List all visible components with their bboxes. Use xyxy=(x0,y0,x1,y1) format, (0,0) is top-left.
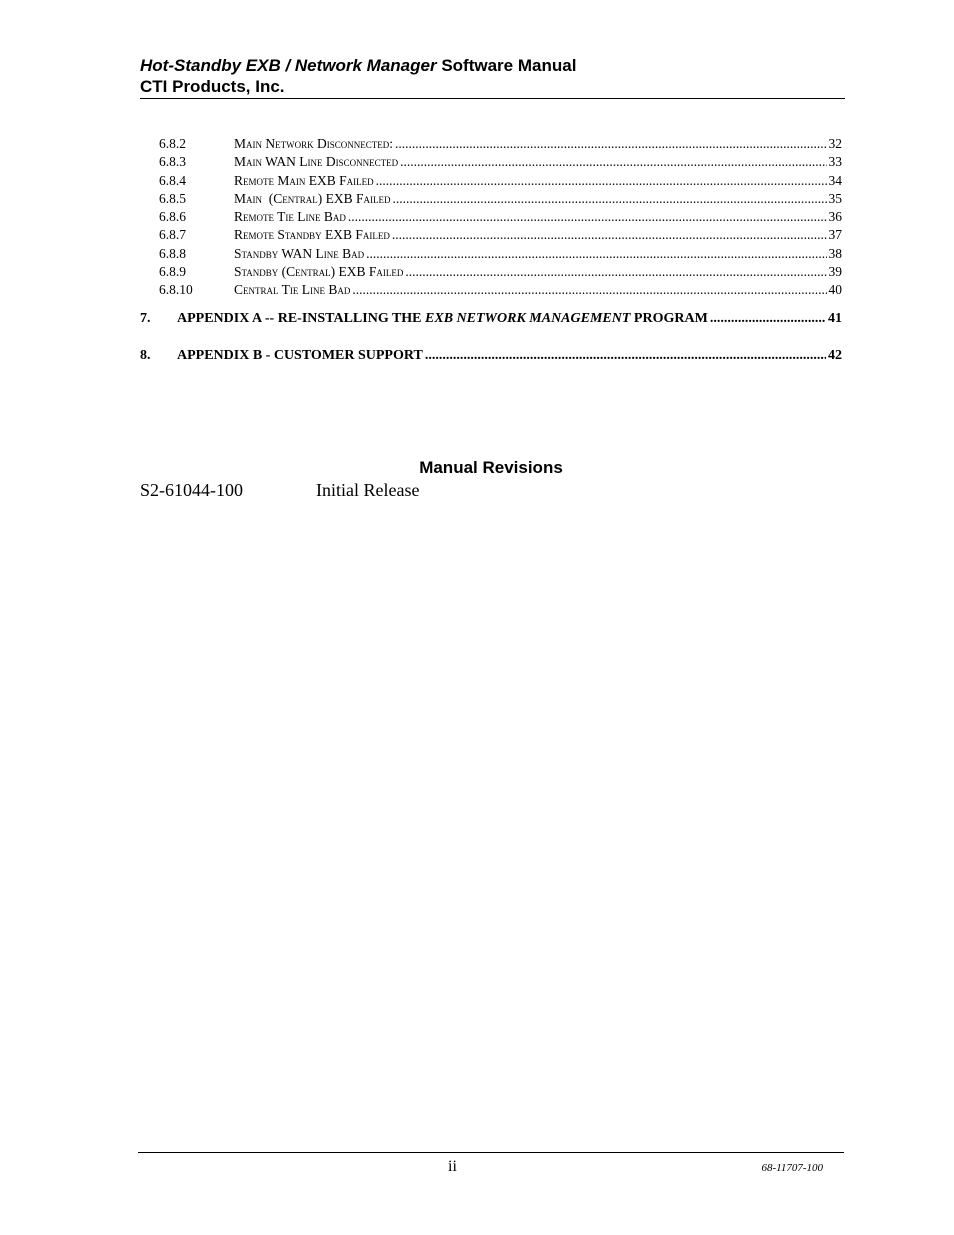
toc-entry-6-8-10[interactable] xyxy=(140,282,842,300)
toc-entry-title: APPENDIX A -- RE-INSTALLING THE EXB NETWORK MANAGEMENT PROGRAM xyxy=(177,310,708,326)
toc-entry-6-8-6[interactable] xyxy=(140,209,842,227)
toc-entry-number: 6.8.10 xyxy=(159,282,193,298)
toc-entry-title: APPENDIX B - CUSTOMER SUPPORT xyxy=(177,347,423,363)
toc-entry-number: 6.8.6 xyxy=(159,209,186,225)
toc-entry-number: 6.8.4 xyxy=(159,172,186,188)
toc-entry-number: 7. xyxy=(140,310,151,326)
toc-entry-appendix-a[interactable] xyxy=(140,311,842,329)
toc-entry-6-8-8[interactable] xyxy=(140,246,842,264)
toc-entry-page: 32 xyxy=(828,136,842,151)
toc-entry-title: Standby WAN Line Bad xyxy=(234,245,365,261)
toc-entry-number: 6.8.5 xyxy=(159,190,186,206)
toc-entry-number: 6.8.7 xyxy=(159,227,186,243)
toc-entry-title: Main WAN Line Disconnected xyxy=(234,154,399,170)
toc-entry-title: Central Tie Line Bad xyxy=(234,282,351,298)
toc-entry-page: 35 xyxy=(828,190,842,206)
table-of-contents xyxy=(140,136,842,366)
toc-dot-leader xyxy=(352,282,826,298)
toc-entry-number: 6.8.3 xyxy=(159,154,186,170)
page-number: ii xyxy=(448,1158,457,1175)
toc-entry-page: 42 xyxy=(828,347,842,363)
toc-entry-6-8-7[interactable] xyxy=(140,227,842,245)
company-name: CTI Products, Inc. xyxy=(140,77,285,96)
toc-entry-title: Remote Tie Line Bad xyxy=(234,209,346,225)
toc-entry-title: Remote Main EXB Failed xyxy=(234,172,374,188)
toc-dot-leader xyxy=(710,311,826,327)
revision-doc-number: S2-61044-100 xyxy=(140,480,243,500)
toc-dot-leader xyxy=(392,227,827,243)
toc-entry-page: 39 xyxy=(828,264,842,280)
toc-entry-page: 40 xyxy=(828,282,842,298)
toc-entry-title: Main (Central) EXB Failed xyxy=(234,190,391,206)
page-header xyxy=(140,55,845,99)
toc-entry-6-8-9[interactable] xyxy=(140,264,842,282)
toc-entry-page: 37 xyxy=(828,227,842,243)
toc-dot-leader xyxy=(405,264,826,280)
toc-entry-title: Standby (Central) EXB Failed xyxy=(234,264,404,280)
toc-entry-6-8-2[interactable] xyxy=(140,136,842,154)
toc-entry-page: 41 xyxy=(828,310,842,326)
revision-row xyxy=(140,480,419,501)
toc-entry-number: 6.8.9 xyxy=(159,264,186,280)
toc-entry-6-8-5[interactable] xyxy=(140,191,842,209)
toc-entry-page: 38 xyxy=(828,245,842,261)
toc-dot-leader xyxy=(425,348,826,364)
toc-entry-number: 8. xyxy=(140,347,151,363)
manual-title-suffix: Software Manual xyxy=(436,56,577,75)
toc-entry-6-8-4[interactable] xyxy=(140,173,842,191)
toc-entry-appendix-b[interactable] xyxy=(140,348,842,366)
manual-title xyxy=(140,55,845,77)
page-footer xyxy=(138,1152,844,1175)
toc-dot-leader xyxy=(376,173,827,189)
toc-dot-leader xyxy=(400,154,826,170)
toc-entry-6-8-3[interactable] xyxy=(140,154,842,172)
revisions-heading: Manual Revisions xyxy=(419,458,563,477)
toc-entry-title: Main Network Disconnected: xyxy=(234,136,393,151)
revision-description: Initial Release xyxy=(316,480,420,500)
document-code: 68-11707-100 xyxy=(761,1162,823,1174)
toc-dot-leader xyxy=(366,246,826,262)
toc-entry-page: 36 xyxy=(828,209,842,225)
toc-entry-page: 33 xyxy=(828,154,842,170)
toc-dot-leader xyxy=(348,209,827,225)
toc-entry-title: Remote Standby EXB Failed xyxy=(234,227,390,243)
toc-entry-page: 34 xyxy=(828,172,842,188)
toc-entry-number: 6.8.2 xyxy=(159,136,186,151)
manual-title-product: Hot-Standby EXB / Network Manager xyxy=(140,56,437,75)
toc-dot-leader xyxy=(395,136,827,152)
toc-dot-leader xyxy=(393,191,827,207)
toc-entry-number: 6.8.8 xyxy=(159,245,186,261)
